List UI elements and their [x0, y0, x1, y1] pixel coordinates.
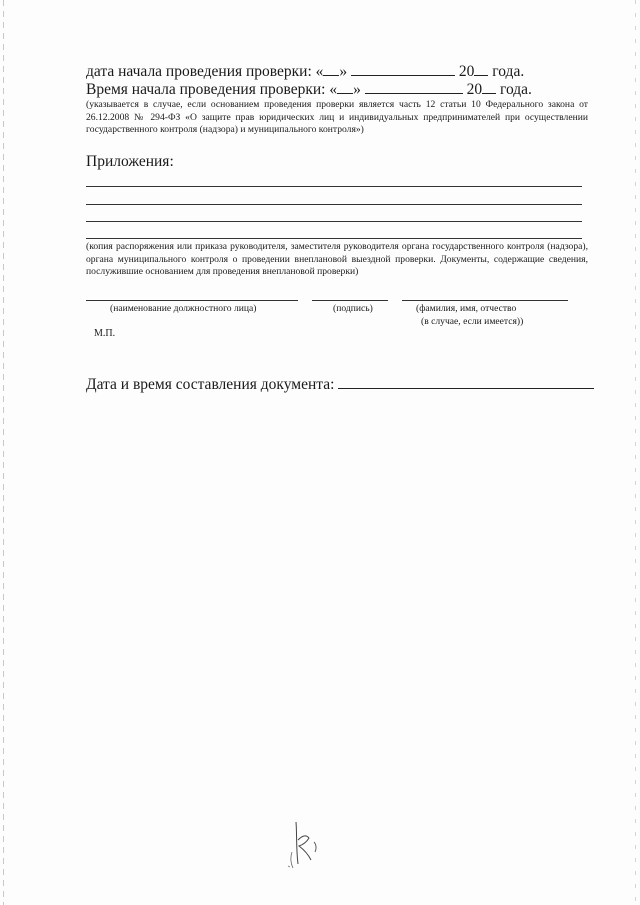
year-blank[interactable] — [474, 63, 488, 76]
quote-open: « — [329, 81, 338, 98]
seal-placeholder: М.П. — [94, 328, 116, 339]
year-prefix: 20 — [466, 81, 483, 98]
attachments-caption — [86, 241, 588, 279]
day-blank[interactable] — [323, 63, 339, 76]
document-datetime-label: Дата и время составления документа: — [86, 376, 335, 393]
attachments-caption-text: (копия распоряжения или приказа руководителя, заместителя руководителя органа государственного контроля (надзора), органа муниципального контроля о проведении внеплановой выездной проверки. Документы, содержащие сведения, послужившие основанием для проведения внеплановой проверки) — [86, 241, 588, 277]
legal-note-text: (указывается в случае, если основанием проведения проверки является часть 12 статьи 10 Федерального закона от 26.12.2008 № 294-ФЗ «О защите прав юридических лиц и индивидуальных предпринимателей при осуществлении государственного контроля (надзора) и муниципального контроля») — [86, 99, 588, 135]
signature-line[interactable] — [312, 300, 388, 301]
full-name-caption-note: (в случае, если имеется)) — [421, 316, 524, 327]
start-date-line — [86, 63, 524, 81]
scan-edge-right — [635, 0, 636, 905]
year-suffix: года. — [492, 63, 525, 80]
minute-blank[interactable] — [365, 81, 463, 94]
month-blank[interactable] — [351, 63, 455, 76]
start-date-label: дата начала проведения проверки: — [86, 63, 312, 80]
attachment-line-3[interactable] — [86, 221, 582, 222]
position-caption: (наименование должностного лица) — [110, 303, 257, 314]
start-time-line — [86, 81, 532, 99]
start-time-label: Время начала проведения проверки: — [86, 81, 326, 98]
document-datetime-line — [86, 376, 594, 394]
attachment-line-1[interactable] — [86, 186, 582, 187]
document-datetime-blank[interactable] — [338, 376, 594, 389]
signature-caption: (подпись) — [333, 303, 373, 314]
handwritten-signature-mark — [284, 818, 328, 874]
attachment-line-2[interactable] — [86, 204, 582, 205]
attachments-heading: Приложения: — [86, 153, 174, 170]
year-prefix: 20 — [458, 63, 475, 80]
year-suffix: года. — [499, 81, 532, 98]
full-name-line[interactable] — [402, 300, 568, 301]
quote-close: » — [339, 63, 348, 80]
scan-edge-left — [3, 0, 4, 905]
full-name-caption: (фамилия, имя, отчество — [416, 303, 517, 314]
hour-blank[interactable] — [337, 81, 353, 94]
attachment-line-4[interactable] — [86, 238, 582, 239]
quote-close: » — [353, 81, 361, 98]
quote-open: « — [315, 63, 324, 80]
year-blank[interactable] — [482, 81, 496, 94]
legal-note — [86, 99, 588, 137]
position-line[interactable] — [86, 300, 298, 301]
